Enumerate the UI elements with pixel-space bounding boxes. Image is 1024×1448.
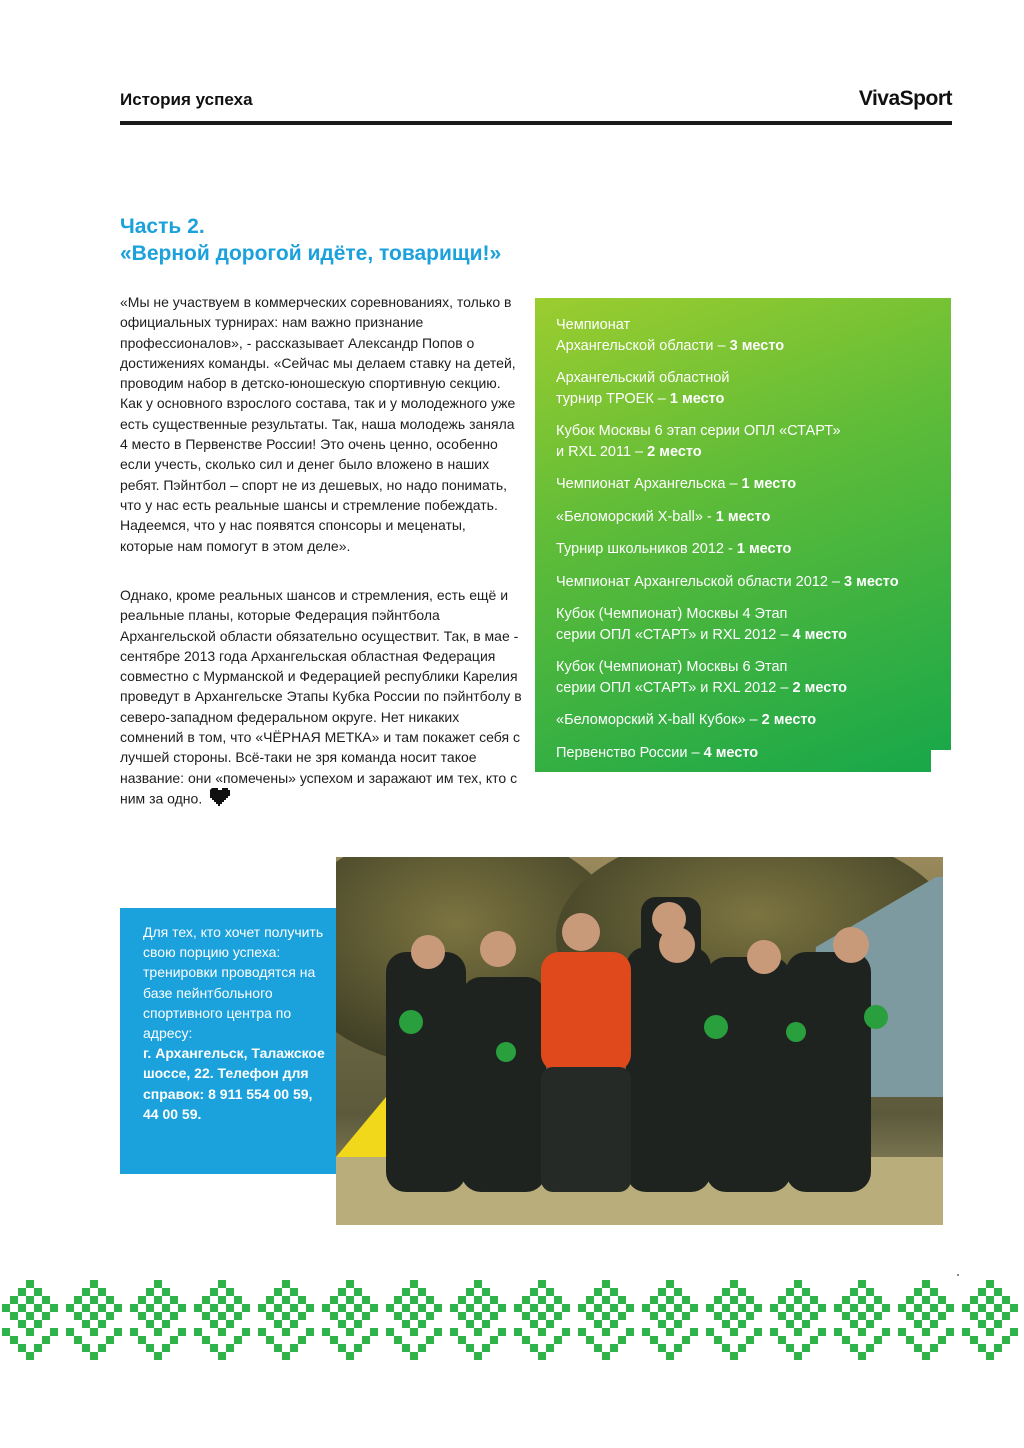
achievement-label: Турнир школьников 2012 - — [556, 541, 737, 557]
article-heading — [120, 213, 501, 267]
achievement-event: Кубок (Чемпионат) Москвы 6 Этап — [556, 659, 788, 675]
heading-title: «Верной дорогой идёте, товарищи!» — [120, 242, 502, 265]
paragraph-plans-text: Однако, кроме реальных шансов и стремления, есть ещё и реальные планы, которые Федерация пэйнтбола Архангельской области обязательно осуществит. Так, в мае - сентябре 2013 года Архангельская областная Федерация совместно с Мурманской и Федерацией республики Карелия проведут в Архангельске Этапы Кубка России по пэйнтболу в северо-западном федеральном округе. Нет никаких сомнений в том, что «ЧЁРНАЯ МЕТКА» и там покажет себя с лучшей стороны. Всё-таки не зря команда носит такое название: они «помечены» успехом и заражают им тех, кто с ним за одно. — [120, 587, 522, 807]
page-marker — [957, 1274, 959, 1276]
achievement-label: «Беломорский X-ball Кубок» – — [556, 712, 762, 728]
achievement-result — [556, 389, 941, 410]
info-text: Для тех, кто хочет получить свою порцию успеха: тренировки проводятся на базе пейнтбольного спортивного центра по адресу: — [143, 924, 324, 1042]
achievement-place: 2 место — [761, 712, 817, 728]
achievements-box — [535, 298, 951, 772]
achievement-result — [556, 572, 941, 593]
achievement-result — [556, 336, 941, 357]
achievement-result — [556, 743, 941, 764]
pixel-heart-icon — [210, 788, 230, 811]
achievements-list — [535, 298, 951, 763]
achievement-place: 3 место — [729, 337, 785, 354]
achievement-place: 1 место — [741, 476, 797, 492]
achievement-item — [556, 657, 941, 698]
section-title: История успеха — [120, 90, 253, 109]
box-notch — [931, 750, 951, 772]
achievement-place: 2 место — [792, 679, 848, 696]
achievement-item — [556, 572, 941, 593]
achievement-place: 4 место — [792, 626, 848, 643]
achievement-result — [556, 442, 941, 463]
achievement-label: «Беломорский X-ball» - — [556, 508, 716, 525]
achievement-result — [556, 507, 941, 528]
team-photo — [336, 857, 943, 1225]
achievement-label: Первенство России – — [556, 744, 704, 761]
achievement-label: и RXL 2011 – — [556, 443, 648, 460]
achievement-place: 4 место — [703, 744, 759, 761]
achievement-place: 1 место — [669, 390, 725, 407]
achievement-item — [556, 421, 941, 462]
achievement-item — [556, 604, 941, 645]
achievement-item — [556, 539, 941, 560]
achievement-event: Чемпионат — [556, 317, 631, 333]
achievement-item — [556, 743, 941, 764]
achievement-label: турнир ТРОЕК – — [556, 390, 670, 407]
achievement-place: 2 место — [647, 443, 702, 460]
achievement-result — [556, 474, 941, 495]
achievement-label: Архангельской области – — [556, 337, 730, 354]
paragraph-quote: «Мы не участвуем в коммерческих соревнованиях, только в официальных турнирах: нам важно признание профессионалов», - рассказывает Александр Попов о достижениях команды. «Сейчас мы делаем ставку на детей, проводим набор в детско-юношескую спортивную секцию. Как у основного взрослого состава, так и у молодежного уже есть существенные результаты. Так, наша молодежь заняла 4 место в Первенстве России! Это очень ценно, особенно если учесть, сколько сил и денег было вложено в наших ребят. Пэйнтбол – спорт не из дешевых, но надо понимать, что у нас есть реальные шансы и стремление побеждать. Надеемся, что у нас появятся спонсоры и меценаты, которые нам помогут в этом деле». — [120, 294, 516, 554]
achievement-item — [556, 315, 941, 356]
achievement-item — [556, 507, 941, 528]
achievement-result — [556, 710, 941, 731]
heading-part: Часть 2. — [120, 215, 205, 238]
achievement-event: Кубок (Чемпионат) Москвы 4 Этап — [556, 606, 788, 622]
achievement-event: Кубок Москвы 6 этап серии ОПЛ «СТАРТ» — [556, 423, 841, 439]
achievement-label: серии ОПЛ «СТАРТ» и RXL 2012 – — [556, 626, 793, 643]
info-address: г. Архангельск, Талажское шоссе, 22. Телефон для справок: 8 911 554 00 59, 44 00 59. — [143, 1045, 325, 1122]
achievement-result — [556, 625, 941, 646]
info-box — [120, 908, 336, 1174]
achievement-item — [556, 368, 941, 409]
achievement-label: Чемпионат Архангельской области 2012 – — [556, 573, 845, 590]
achievement-item — [556, 474, 941, 495]
achievement-event: Архангельский областной — [556, 370, 730, 386]
achievement-result — [556, 678, 941, 699]
achievement-label: Чемпионат Архангельска – — [556, 476, 742, 492]
achievement-place: 1 место — [715, 508, 771, 525]
paragraph-plans — [120, 585, 522, 811]
achievement-place: 1 место — [736, 541, 792, 557]
achievement-result — [556, 539, 941, 560]
header-rule — [120, 121, 952, 125]
achievement-label: серии ОПЛ «СТАРТ» и RXL 2012 – — [556, 679, 793, 696]
achievement-place: 3 место — [844, 573, 899, 590]
achievement-item — [556, 710, 941, 731]
ornament-border — [0, 1270, 1024, 1370]
brand-logo: VivaSport — [858, 87, 952, 110]
